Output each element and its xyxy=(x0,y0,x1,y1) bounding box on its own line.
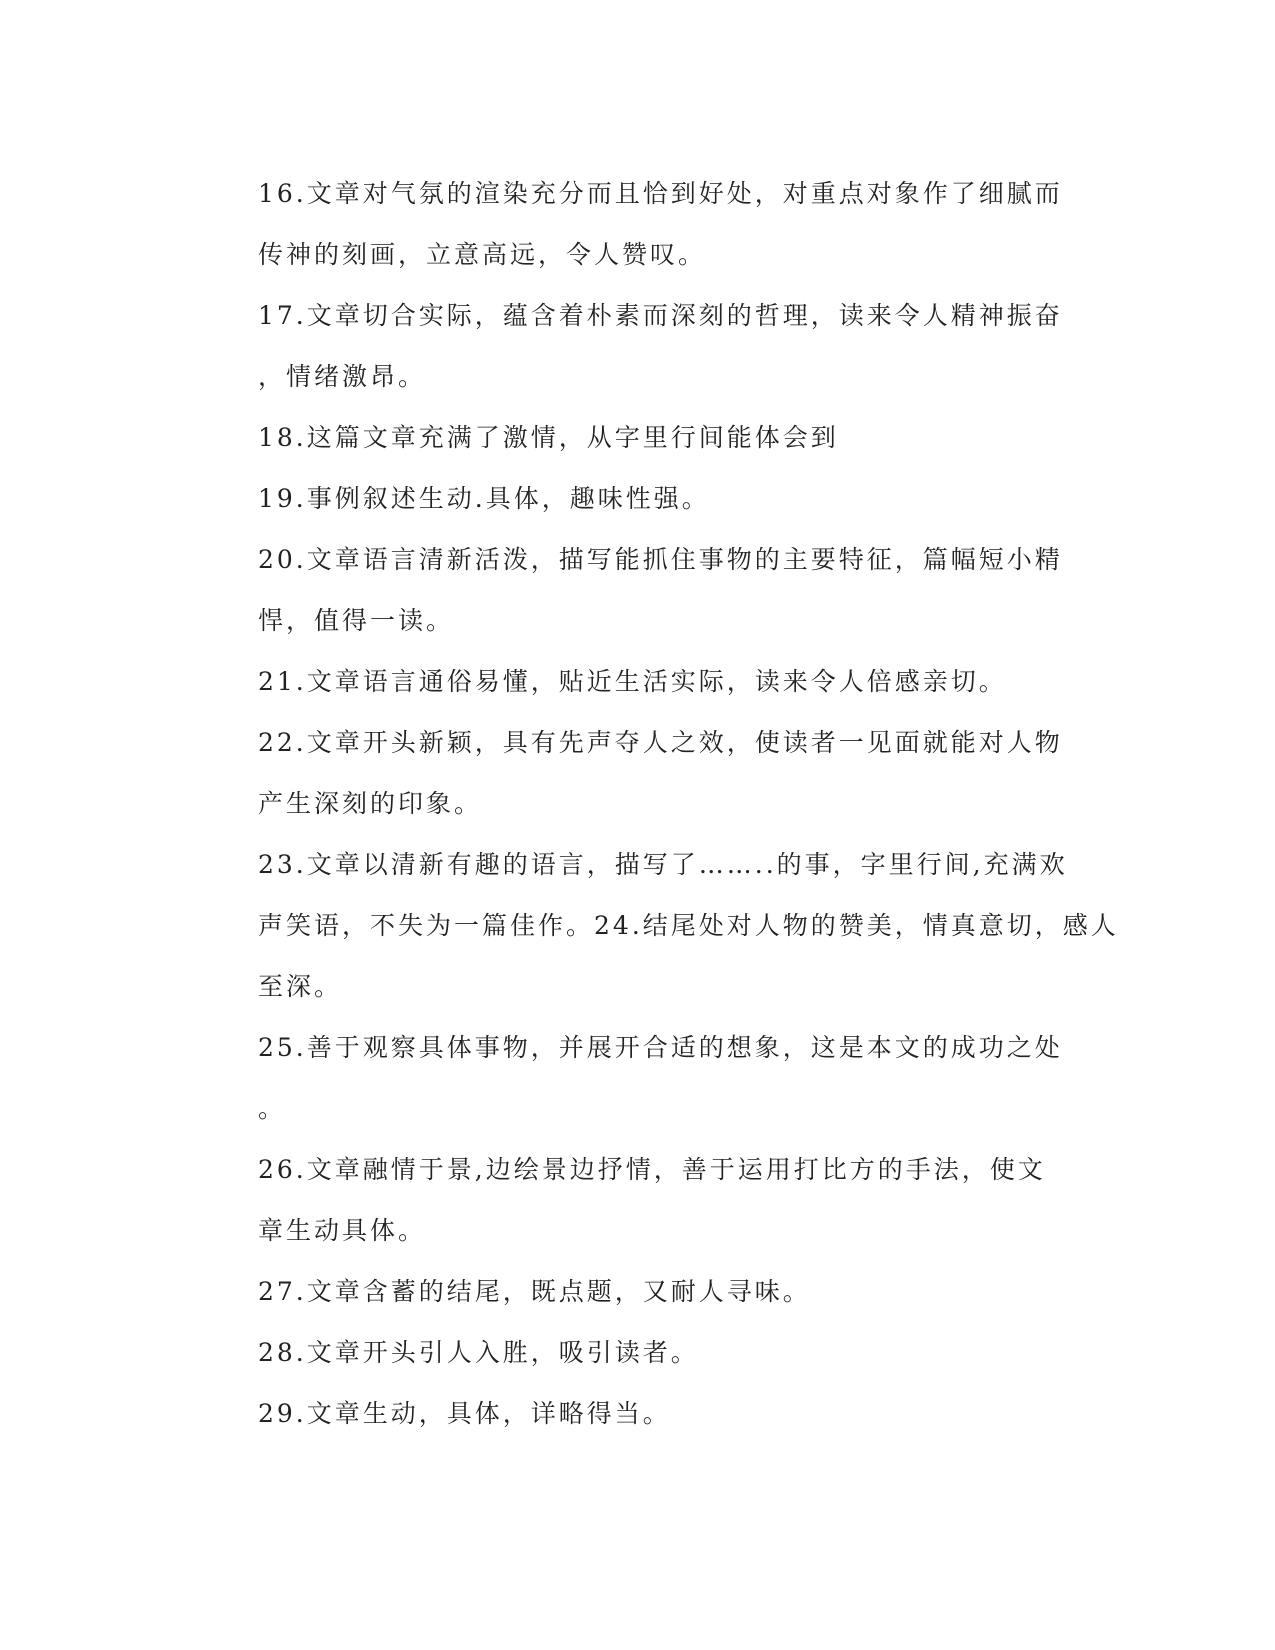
paragraph-line: 20.文章语言清新活泼，描写能抓住事物的主要特征，篇幅短小精 xyxy=(258,545,1063,574)
paragraph-18 xyxy=(187,407,1082,468)
paragraph-20 xyxy=(187,529,1082,651)
paragraph-line: 22.文章开头新颖，具有先声夺人之效，使读者一见面就能对人物 xyxy=(258,728,1063,757)
paragraph-line: 29.文章生动，具体，详略得当。 xyxy=(258,1399,671,1428)
paragraph-line: 悍，值得一读。 xyxy=(258,606,455,635)
paragraph-line: 23.文章以清新有趣的语言，描写了……..的事，字里行间,充满欢 xyxy=(258,850,1068,879)
paragraph-line: ，情绪激昂。 xyxy=(258,362,427,391)
paragraph-line: 27.文章含蓄的结尾，既点题，又耐人寻味。 xyxy=(258,1277,811,1306)
paragraph-17 xyxy=(187,285,1082,407)
paragraph-21 xyxy=(187,651,1082,712)
paragraph-line: 26.文章融情于景,边绘景边抒情，善于运用打比方的手法，使文 xyxy=(258,1155,1046,1184)
paragraph-line: 21.文章语言通俗易懂，贴近生活实际，读来令人倍感亲切。 xyxy=(258,667,1007,696)
paragraph-line: 18.这篇文章充满了激情，从字里行间能体会到 xyxy=(258,423,839,452)
paragraph-line: 16.文章对气氛的渲染充分而且恰到好处，对重点对象作了细腻而 xyxy=(258,179,1063,208)
paragraph-line: 25.善于观察具体事物，并展开合适的想象，这是本文的成功之处 xyxy=(258,1033,1063,1062)
document-body xyxy=(187,163,1119,1444)
paragraph-line: 。 xyxy=(258,1094,287,1123)
paragraph-28 xyxy=(187,1322,1082,1383)
paragraph-22 xyxy=(187,712,1082,834)
paragraph-line: 19.事例叙述生动.具体，趣味性强。 xyxy=(258,484,710,513)
paragraph-25 xyxy=(187,1017,1082,1139)
paragraph-line: 28.文章开头引人入胜，吸引读者。 xyxy=(258,1338,699,1367)
paragraph-16 xyxy=(187,163,1082,285)
paragraph-line: 声笑语，不失为一篇佳作。24.结尾处对人物的赞美，情真意切，感人 xyxy=(258,911,1119,940)
paragraph-19 xyxy=(187,468,1082,529)
paragraph-27 xyxy=(187,1261,1082,1322)
paragraph-line: 章生动具体。 xyxy=(258,1216,427,1245)
paragraph-line: 传神的刻画，立意高远，令人赞叹。 xyxy=(258,240,707,269)
paragraph-line: 17.文章切合实际，蕴含着朴素而深刻的哲理，读来令人精神振奋 xyxy=(258,301,1063,330)
paragraph-line: 至深。 xyxy=(258,972,343,1001)
paragraph-line: 产生深刻的印象。 xyxy=(258,789,483,818)
paragraph-23 xyxy=(187,834,1119,1017)
paragraph-26 xyxy=(187,1139,1082,1261)
paragraph-29 xyxy=(187,1383,1082,1444)
